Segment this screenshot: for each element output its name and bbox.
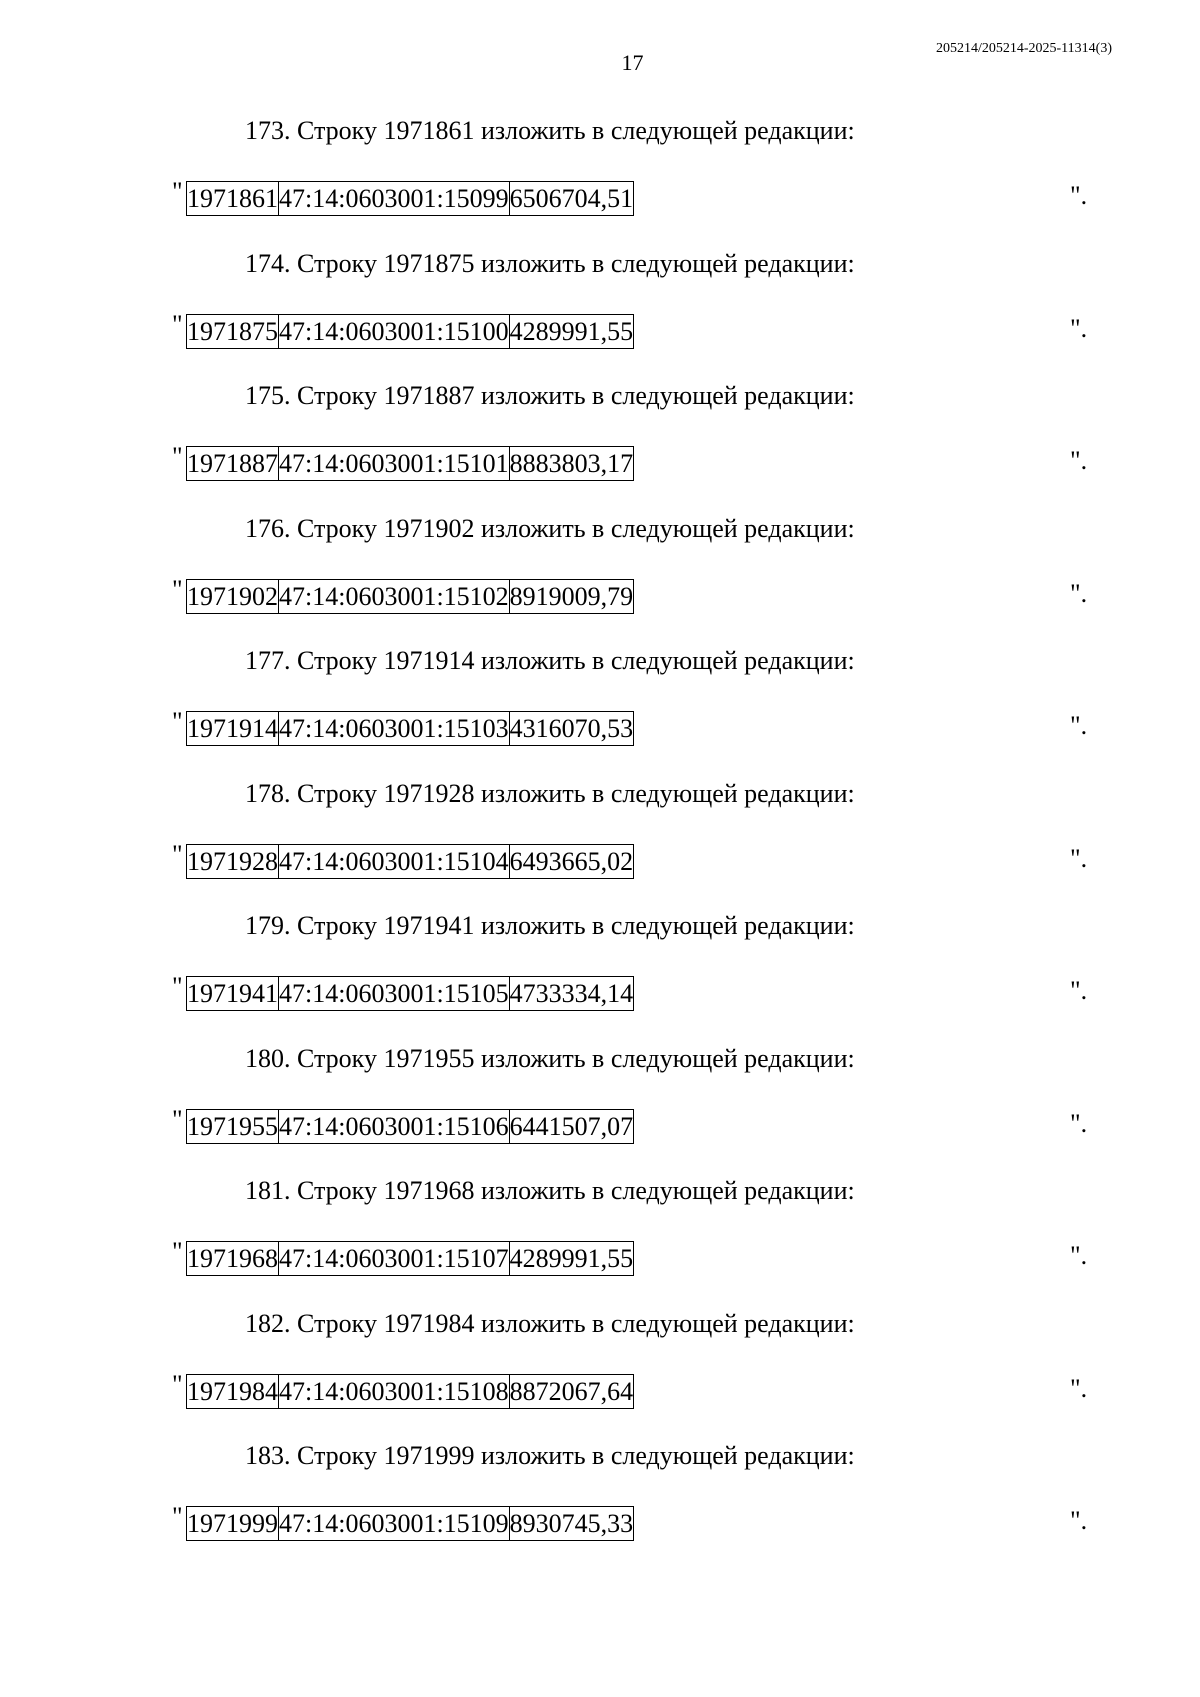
- table-row: [187, 1507, 634, 1541]
- row-number-cell: 1971999: [187, 1507, 279, 1541]
- amendment-list: [0, 108, 1200, 1566]
- cadastral-number-cell: 47:14:0603001:15109: [279, 1507, 510, 1541]
- opening-quote: ": [172, 1237, 183, 1266]
- value-cell: 8872067,64: [509, 1374, 634, 1408]
- row-number-cell: 1971941: [187, 977, 279, 1011]
- table-row: [187, 314, 634, 348]
- value-cell: 6441507,07: [509, 1109, 634, 1143]
- amendment-instruction: 174. Строку 1971875 изложить в следующей редакции:: [245, 248, 855, 278]
- row-table: [186, 844, 634, 879]
- amendment-entry: [0, 1301, 1200, 1434]
- opening-quote: ": [172, 972, 183, 1001]
- opening-quote: ": [172, 574, 183, 604]
- row-table: [186, 711, 634, 746]
- row-number-cell: 1971887: [187, 447, 279, 481]
- opening-quote: ": [172, 442, 183, 471]
- amendment-instruction: 178. Строку 1971928 изложить в следующей редакции:: [245, 778, 855, 808]
- row-table: [186, 1109, 634, 1144]
- amendment-instruction: 179. Строку 1971941 изложить в следующей редакции:: [245, 911, 855, 940]
- opening-quote: ": [172, 309, 183, 339]
- table-row: [187, 712, 634, 746]
- amendment-entry: [0, 1036, 1200, 1169]
- closing-quote: ".: [1070, 1108, 1088, 1138]
- row-number-cell: 1971984: [187, 1374, 279, 1408]
- table-row: [187, 1374, 634, 1408]
- row-table: [186, 579, 634, 614]
- table-row: [187, 977, 634, 1011]
- amendment-instruction: 180. Строку 1971955 изложить в следующей редакции:: [245, 1043, 855, 1073]
- value-cell: 6506704,51: [509, 182, 634, 216]
- row-table: [186, 446, 634, 481]
- amendment-entry: [0, 1433, 1200, 1566]
- cadastral-number-cell: 47:14:0603001:15099: [279, 182, 510, 216]
- value-cell: 4289991,55: [509, 314, 634, 348]
- closing-quote: ".: [1070, 181, 1088, 210]
- table-row: [187, 1242, 634, 1276]
- row-number-cell: 1971914: [187, 712, 279, 746]
- value-cell: 4733334,14: [509, 977, 634, 1011]
- closing-quote: ".: [1070, 711, 1088, 740]
- value-cell: 8919009,79: [509, 579, 634, 613]
- row-number-cell: 1971928: [187, 844, 279, 878]
- cadastral-number-cell: 47:14:0603001:15103: [279, 712, 510, 746]
- row-table: [186, 314, 634, 349]
- closing-quote: ".: [1070, 976, 1088, 1005]
- cadastral-number-cell: 47:14:0603001:15102: [279, 579, 510, 613]
- amendment-entry: [0, 638, 1200, 771]
- amendment-instruction: 173. Строку 1971861 изложить в следующей редакции:: [245, 116, 855, 145]
- closing-quote: ".: [1070, 313, 1088, 343]
- cadastral-number-cell: 47:14:0603001:15100: [279, 314, 510, 348]
- amendment-entry: [0, 241, 1200, 374]
- opening-quote: ": [172, 707, 183, 736]
- amendment-instruction: 182. Строку 1971984 изложить в следующей редакции:: [245, 1308, 855, 1338]
- amendment-entry: [0, 108, 1200, 241]
- amendment-instruction: 177. Строку 1971914 изложить в следующей редакции:: [245, 646, 855, 675]
- closing-quote: ".: [1070, 1373, 1088, 1403]
- closing-quote: ".: [1070, 446, 1088, 475]
- cadastral-number-cell: 47:14:0603001:15105: [279, 977, 510, 1011]
- closing-quote: ".: [1070, 578, 1088, 608]
- amendment-instruction: 181. Строку 1971968 изложить в следующей редакции:: [245, 1176, 855, 1205]
- row-table: [186, 181, 634, 216]
- closing-quote: ".: [1070, 1241, 1088, 1270]
- closing-quote: ".: [1070, 843, 1088, 873]
- row-table: [186, 1241, 634, 1276]
- row-number-cell: 1971875: [187, 314, 279, 348]
- table-row: [187, 1109, 634, 1143]
- opening-quote: ": [172, 839, 183, 869]
- amendment-entry: [0, 903, 1200, 1036]
- table-row: [187, 844, 634, 878]
- value-cell: 4316070,53: [509, 712, 634, 746]
- amendment-entry: [0, 1168, 1200, 1301]
- closing-quote: ".: [1070, 1506, 1088, 1535]
- table-row: [187, 182, 634, 216]
- cadastral-number-cell: 47:14:0603001:15107: [279, 1242, 510, 1276]
- amendment-entry: [0, 506, 1200, 639]
- row-table: [186, 1506, 634, 1541]
- amendment-entry: [0, 373, 1200, 506]
- row-number-cell: 1971955: [187, 1109, 279, 1143]
- row-number-cell: 1971968: [187, 1242, 279, 1276]
- amendment-instruction: 175. Строку 1971887 изложить в следующей редакции:: [245, 381, 855, 410]
- opening-quote: ": [172, 1369, 183, 1399]
- document-id: 205214/205214-2025-11314(3): [935, 41, 1112, 56]
- value-cell: 8883803,17: [509, 447, 634, 481]
- value-cell: 6493665,02: [509, 844, 634, 878]
- amendment-entry: [0, 771, 1200, 904]
- cadastral-number-cell: 47:14:0603001:15108: [279, 1374, 510, 1408]
- amendment-instruction: 183. Строку 1971999 изложить в следующей редакции:: [245, 1441, 855, 1470]
- amendment-instruction: 176. Строку 1971902 изложить в следующей редакции:: [245, 513, 855, 543]
- row-number-cell: 1971861: [187, 182, 279, 216]
- page-number: 17: [621, 50, 644, 75]
- cadastral-number-cell: 47:14:0603001:15101: [279, 447, 510, 481]
- row-number-cell: 1971902: [187, 579, 279, 613]
- cadastral-number-cell: 47:14:0603001:15104: [279, 844, 510, 878]
- opening-quote: ": [172, 1502, 183, 1531]
- row-table: [186, 1374, 634, 1409]
- cadastral-number-cell: 47:14:0603001:15106: [279, 1109, 510, 1143]
- opening-quote: ": [172, 177, 183, 206]
- table-row: [187, 579, 634, 613]
- table-row: [187, 447, 634, 481]
- value-cell: 4289991,55: [509, 1242, 634, 1276]
- row-table: [186, 976, 634, 1011]
- value-cell: 8930745,33: [509, 1507, 634, 1541]
- opening-quote: ": [172, 1104, 183, 1134]
